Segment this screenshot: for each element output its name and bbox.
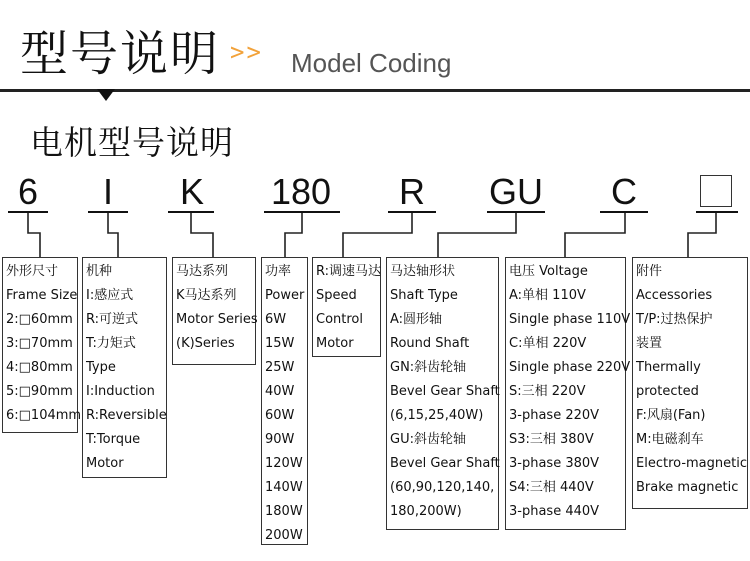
code-speed: R (399, 171, 425, 212)
box-line: Bevel Gear Shaft (390, 384, 500, 399)
box-line: Motor Series (176, 312, 258, 327)
box-line: Control (316, 312, 363, 327)
box-line: Motor (86, 456, 124, 471)
box-line: A:单相 110V (509, 288, 586, 303)
box-line: F:风扇(Fan) (636, 408, 706, 423)
box-line: 200W (265, 528, 303, 543)
box-line: R:可逆式 (86, 312, 139, 327)
box-line: protected (636, 384, 699, 399)
box-line: (6,15,25,40W) (390, 408, 484, 423)
box-line: Round Shaft (390, 336, 470, 351)
frame-size-box (2, 257, 82, 433)
code-voltage: C (611, 171, 637, 212)
box-line: 电压 Voltage (509, 264, 588, 279)
page-title-english: Model Coding (291, 48, 452, 78)
box-line: Frame Size (6, 288, 78, 303)
box-line: 3-phase 220V (509, 408, 600, 423)
code-shaft: GU (489, 171, 543, 212)
box-line: 6:□104mm (6, 408, 82, 423)
box-line: 机种 (86, 264, 113, 279)
box-line: 180W (265, 504, 303, 519)
box-line: K马达系列 (176, 288, 237, 303)
box-line: 6W (265, 312, 287, 327)
box-line: Single phase 110V (509, 312, 631, 327)
box-line: S4:三相 440V (509, 480, 594, 495)
box-line: 3:□70mm (6, 336, 73, 351)
box-line: M:电磁刹车 (636, 432, 704, 447)
box-line: 附件 (636, 264, 663, 279)
box-line: Motor (316, 336, 354, 351)
box-line: 3-phase 380V (509, 456, 600, 471)
motor-type-box (82, 257, 167, 478)
box-line: T:力矩式 (86, 336, 136, 351)
code-frame-size: 6 (17, 171, 39, 212)
box-line: R:调速马达 (316, 264, 382, 279)
section-subtitle: 电机型号说明 (30, 123, 234, 162)
box-line: 装置 (636, 336, 663, 351)
box-line: 马达系列 (176, 264, 229, 279)
box-line: R:Reversible (86, 408, 167, 423)
box-line: T:Torque (86, 432, 141, 447)
box-line: Bevel Gear Shaft (390, 456, 500, 471)
box-line: T/P:过热保护 (636, 312, 713, 327)
box-line: 马达轴形状 (390, 264, 456, 279)
box-line: Speed (316, 288, 357, 303)
box-line: (60,90,120,140, (390, 480, 495, 495)
box-line: C:单相 220V (509, 336, 587, 351)
box-line: Brake magnetic (636, 480, 739, 495)
box-line: 180,200W) (390, 504, 462, 519)
box-line: A:圆形轴 (390, 312, 443, 327)
voltage-box (505, 257, 631, 530)
box-line: Type (86, 360, 116, 375)
accessories-box (632, 257, 748, 509)
box-line: 3-phase 440V (509, 504, 600, 519)
box-line: 外形尺寸 (6, 264, 59, 279)
box-line: 25W (265, 360, 295, 375)
box-line: 2:□60mm (6, 312, 73, 327)
code-series: K (179, 171, 204, 212)
box-line: I:Induction (86, 384, 155, 399)
box-line: 120W (265, 456, 303, 471)
double-arrow-icon: >> (230, 38, 263, 66)
series-box (172, 257, 256, 365)
code-power: 180 (270, 171, 332, 212)
box-line: 4:□80mm (6, 360, 73, 375)
box-line: 5:□90mm (6, 384, 73, 399)
box-line: S:三相 220V (509, 384, 586, 399)
box-line: S3:三相 380V (509, 432, 594, 447)
box-line: 140W (265, 480, 303, 495)
box-line: GU:斜齿轮轴 (390, 432, 466, 447)
box-line: Accessories (636, 288, 713, 303)
box-line: 功率 (265, 264, 292, 279)
box-line: I:感应式 (86, 288, 134, 303)
box-line: GN:斜齿轮轴 (390, 360, 467, 375)
power-box (261, 257, 308, 545)
box-line: Electro-magnetic (636, 456, 747, 471)
box-line: 90W (265, 432, 295, 447)
box-line: 60W (265, 408, 295, 423)
shaft-type-box (386, 257, 499, 530)
box-line: Power (265, 288, 305, 303)
box-line: Thermally (636, 360, 701, 375)
box-line: 15W (265, 336, 295, 351)
code-motor-type: I (102, 171, 113, 212)
page-title: 型号说明 (20, 26, 221, 82)
speed-control-box (312, 257, 381, 357)
box-line: Single phase 220V (509, 360, 631, 375)
box-line: Shaft Type (390, 288, 458, 303)
box-line: (K)Series (176, 336, 235, 351)
box-line: 40W (265, 384, 295, 399)
